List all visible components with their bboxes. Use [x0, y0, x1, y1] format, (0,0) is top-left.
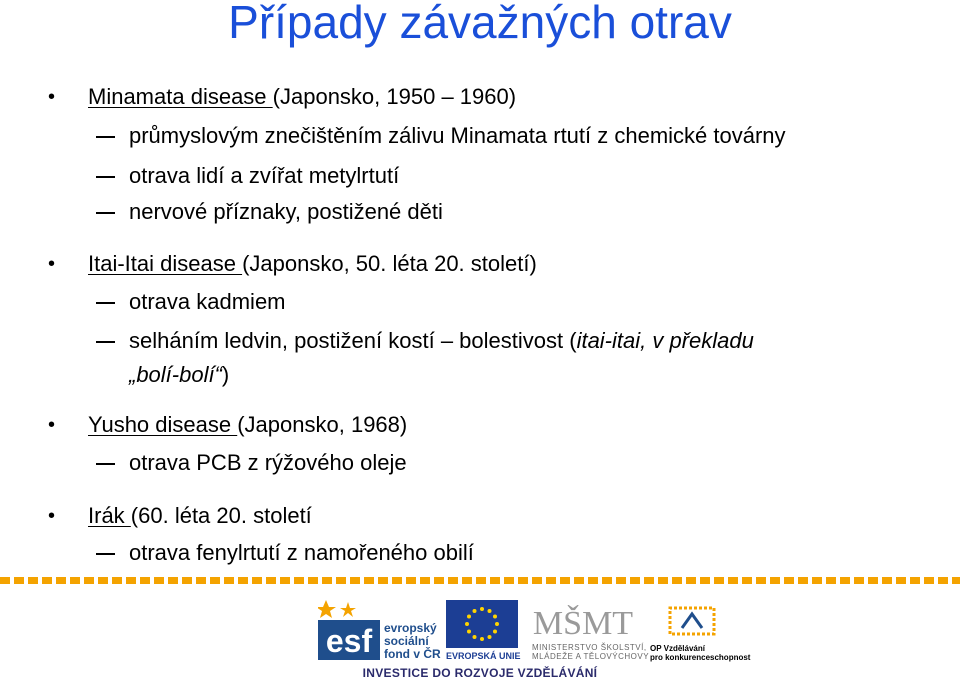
list-item — [129, 328, 754, 354]
msmt-line: MINISTERSTVO ŠKOLSTVÍ, — [532, 643, 647, 652]
case-heading — [88, 251, 537, 277]
list-item-italic: itai-itai, v překladu — [576, 328, 754, 353]
bullet-icon: • — [48, 414, 56, 436]
eu-label: EVROPSKÁ UNIE — [446, 651, 521, 661]
op-logo — [650, 600, 751, 664]
bullet-icon: • — [48, 505, 56, 527]
case-heading — [88, 503, 312, 529]
bullet-icon: • — [48, 86, 56, 108]
case-name: Itai-Itai disease — [88, 251, 243, 276]
case-heading — [88, 84, 516, 110]
list-item: otrava lidí a zvířat metylrtutí — [129, 163, 400, 188]
list-item: otrava kadmiem — [129, 289, 286, 314]
esf-mark-icon — [318, 600, 388, 660]
dash-icon — [96, 463, 115, 465]
case-detail: (Japonsko, 50. léta 20. století) — [242, 251, 537, 276]
list-item-close: ) — [221, 362, 230, 387]
op-line: pro konkurenceschopnost — [650, 653, 751, 662]
dash-icon — [96, 212, 115, 214]
op-mark-icon — [662, 600, 722, 640]
op-line: OP Vzdělávání — [650, 644, 705, 653]
slide-title: Případy závažných otrav — [228, 0, 732, 48]
msmt-mark-text: MŠMT — [532, 605, 634, 642]
case-heading — [88, 412, 407, 438]
esf-line: fond v ČR — [384, 647, 441, 661]
case-name: Minamata disease — [88, 84, 273, 109]
op-label — [650, 644, 750, 662]
esf-line: sociální — [384, 634, 429, 648]
dash-icon — [96, 302, 115, 304]
esf-mark-text: esf — [325, 623, 373, 659]
msmt-line: MLÁDEŽE A TĚLOVÝCHOVY — [532, 652, 650, 661]
msmt-mark-icon — [528, 598, 638, 642]
bullet-icon: • — [48, 253, 56, 275]
list-item-text: selháním ledvin, postižení kostí – bolestivost ( — [129, 328, 577, 353]
list-item: otrava fenylrtutí z namořeného obilí — [129, 540, 474, 565]
esf-logo — [318, 600, 443, 660]
list-item: nervové příznaky, postižené děti — [129, 199, 443, 224]
footer-text: INVESTICE DO ROZVOJE VZDĚLÁVÁNÍ — [362, 666, 598, 680]
case-name: Irák — [88, 503, 131, 528]
dotted-separator — [0, 577, 960, 584]
dash-icon — [96, 176, 115, 178]
list-item: otrava PCB z rýžového oleje — [129, 450, 407, 475]
case-detail: (Japonsko, 1950 – 1960) — [272, 84, 517, 109]
msmt-logo — [528, 598, 658, 664]
dash-icon — [96, 136, 115, 138]
dash-icon — [96, 553, 115, 555]
msmt-label — [532, 643, 649, 661]
esf-text — [384, 622, 441, 661]
case-detail: (60. léta 20. století — [130, 503, 312, 528]
esf-line: evropský — [384, 621, 437, 635]
list-item-italic: „bolí-bolí“ — [129, 362, 222, 387]
list-item: průmyslovým znečištěním zálivu Minamata rtutí z chemické továrny — [129, 123, 786, 148]
case-detail: (Japonsko, 1968) — [237, 412, 408, 437]
case-name: Yusho disease — [88, 412, 238, 437]
eu-flag-icon — [446, 600, 518, 648]
dash-icon — [96, 341, 115, 343]
eu-logo — [446, 600, 526, 664]
list-item-continuation — [129, 362, 229, 388]
